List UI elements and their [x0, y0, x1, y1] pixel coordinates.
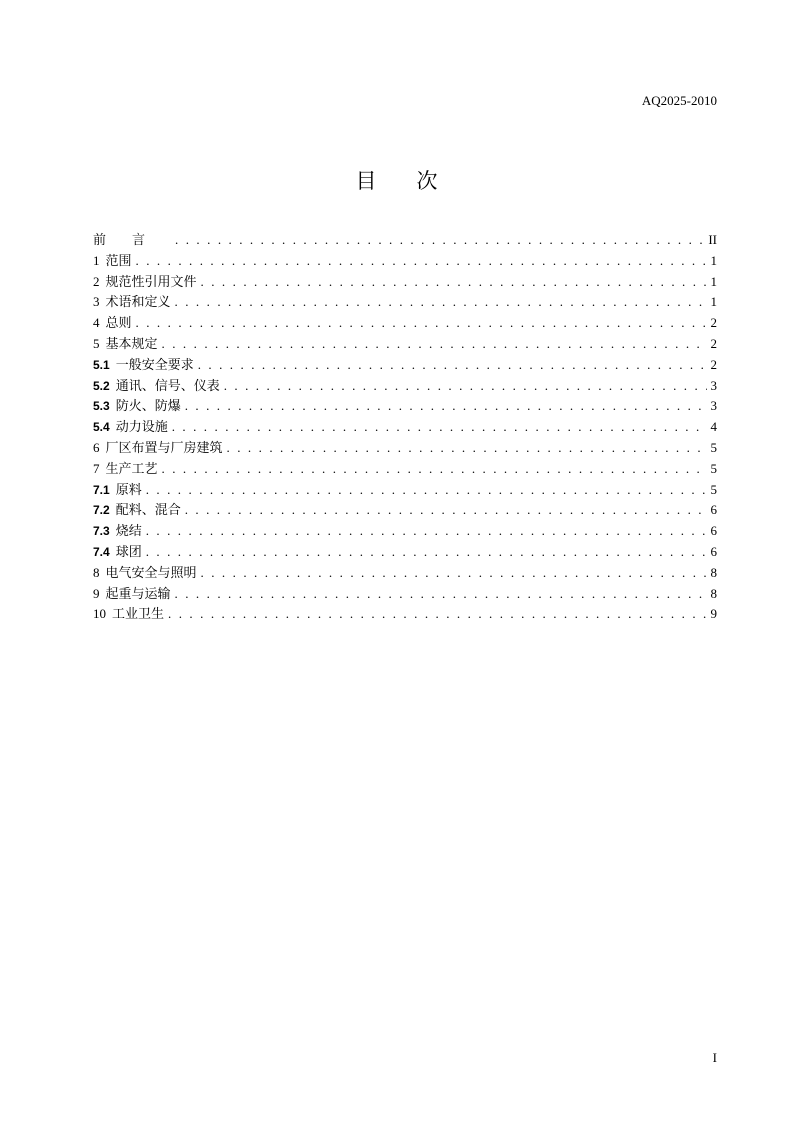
toc-entry[interactable]: [93, 542, 717, 563]
toc-leader-dots: [136, 251, 707, 272]
toc-entry-label: 厂区布置与厂房建筑: [105, 440, 223, 456]
toc-entry[interactable]: [93, 438, 717, 459]
toc-entry-label: 原料: [115, 482, 142, 498]
toc-entry-number: 5: [93, 335, 100, 351]
toc-entry-label: 动力设施: [115, 420, 168, 436]
toc-entry-label: 术语和定义: [105, 295, 171, 311]
toc-entry-label: 一般安全要求: [115, 357, 194, 373]
toc-entry-page: 8: [710, 564, 717, 580]
toc-entry-number: 9: [93, 585, 100, 601]
toc-leader-dots: [175, 292, 707, 313]
toc-entry-number: 2: [93, 273, 100, 289]
toc-entry-number: 6: [93, 439, 100, 455]
toc-entry-page: 5: [710, 439, 717, 455]
title-part-2: 次: [416, 169, 438, 193]
toc-entry-page: 2: [710, 315, 717, 331]
toc-entry-label: 电气安全与照明: [105, 565, 197, 581]
title-part-1: 目: [355, 169, 377, 193]
toc-entry-page: 5: [710, 481, 717, 497]
toc-leader-dots: [185, 396, 707, 417]
toc-entry-page: 2: [710, 356, 717, 372]
toc-entry[interactable]: [93, 563, 717, 584]
toc-leader-dots: [201, 272, 707, 293]
toc-entry-number: 5.2: [93, 378, 110, 393]
toc-leader-dots: [162, 334, 707, 355]
toc-entry[interactable]: [93, 584, 717, 605]
toc-leader-dots: [175, 584, 707, 605]
toc-entry[interactable]: [93, 355, 717, 376]
toc-entry-page: 5: [710, 460, 717, 476]
toc-entry[interactable]: [93, 521, 717, 542]
toc-entry-page: 2: [710, 335, 717, 351]
toc-entry[interactable]: [93, 292, 717, 313]
toc-leader-dots: [146, 480, 707, 501]
toc-leader-dots: [198, 355, 707, 376]
toc-leader-dots: [146, 542, 707, 563]
toc-entry-label: 生产工艺: [105, 461, 158, 477]
toc-leader-dots: [201, 563, 707, 584]
toc-entry-page: 1: [710, 273, 717, 289]
toc-leader-dots: [162, 459, 707, 480]
toc-entry[interactable]: [93, 459, 717, 480]
toc-leader-dots: [168, 604, 706, 625]
toc-leader-dots: [146, 521, 707, 542]
page-number: I: [712, 1050, 717, 1065]
toc-entry-page: 1: [710, 252, 717, 268]
toc-leader-dots: [136, 313, 707, 334]
toc-entry[interactable]: [93, 500, 717, 521]
toc-entry[interactable]: [93, 334, 717, 355]
toc-entry-number: 7: [93, 460, 100, 476]
toc-entry-label: 球团: [115, 544, 142, 560]
toc-leader-dots: [227, 438, 707, 459]
toc-entry-label: 烧结: [115, 524, 142, 540]
toc-leader-dots: [224, 376, 707, 397]
toc-entry-number: 7.2: [93, 503, 110, 518]
toc-entry-label: 规范性引用文件: [105, 274, 197, 290]
toc-entry-number: 5.1: [93, 357, 110, 372]
toc-entry-label: 配料、混合: [115, 503, 181, 519]
toc-entry[interactable]: [93, 272, 717, 293]
toc-entry-page: 4: [710, 419, 717, 435]
table-of-contents: [93, 230, 717, 625]
toc-entry-number: 10: [93, 606, 106, 622]
toc-entry-number: 7.1: [93, 482, 110, 497]
toc-entry-label: 工业卫生: [112, 607, 165, 623]
toc-entry-number: 7.3: [93, 524, 110, 539]
toc-entry[interactable]: [93, 376, 717, 397]
toc-entry-page: 6: [710, 543, 717, 559]
toc-leader-dots: [175, 230, 704, 251]
toc-entry-number: 4: [93, 315, 100, 331]
toc-leader-dots: [172, 417, 707, 438]
standard-code: AQ2025-2010: [641, 93, 717, 108]
toc-entry-label: 起重与运输: [105, 586, 171, 602]
toc-entry-label: 前言: [93, 233, 172, 248]
toc-entry-page: 3: [710, 398, 717, 414]
toc-entry-label: 范围: [105, 253, 132, 269]
toc-entry-page: 9: [710, 606, 717, 622]
toc-entry-number: 3: [93, 294, 100, 310]
toc-entry[interactable]: [93, 251, 717, 272]
toc-entry-page: 8: [710, 585, 717, 601]
toc-leader-dots: [185, 500, 707, 521]
page-title: [0, 165, 793, 195]
toc-entry-page: 3: [710, 377, 717, 393]
toc-entry-page: II: [708, 232, 717, 247]
toc-entry-number: 8: [93, 564, 100, 580]
toc-entry-page: 6: [710, 502, 717, 518]
toc-entry-label: 防火、防爆: [115, 399, 181, 415]
toc-entry[interactable]: [93, 417, 717, 438]
toc-entry-label: 通讯、信号、仪表: [115, 378, 220, 394]
toc-entry-number: 5.4: [93, 420, 110, 435]
toc-entry-number: 5.3: [93, 399, 110, 414]
toc-entry[interactable]: [93, 480, 717, 501]
toc-entry[interactable]: [93, 396, 717, 417]
toc-entry-page: 1: [710, 294, 717, 310]
toc-entry-label: 总则: [105, 316, 132, 332]
toc-entry[interactable]: [93, 604, 717, 625]
toc-entry[interactable]: [93, 313, 717, 334]
toc-entry-number: 7.4: [93, 544, 110, 559]
toc-entry-page: 6: [710, 523, 717, 539]
toc-entry-label: 基本规定: [105, 336, 158, 352]
toc-entry-number: 1: [93, 252, 100, 268]
toc-entry[interactable]: [93, 230, 717, 251]
